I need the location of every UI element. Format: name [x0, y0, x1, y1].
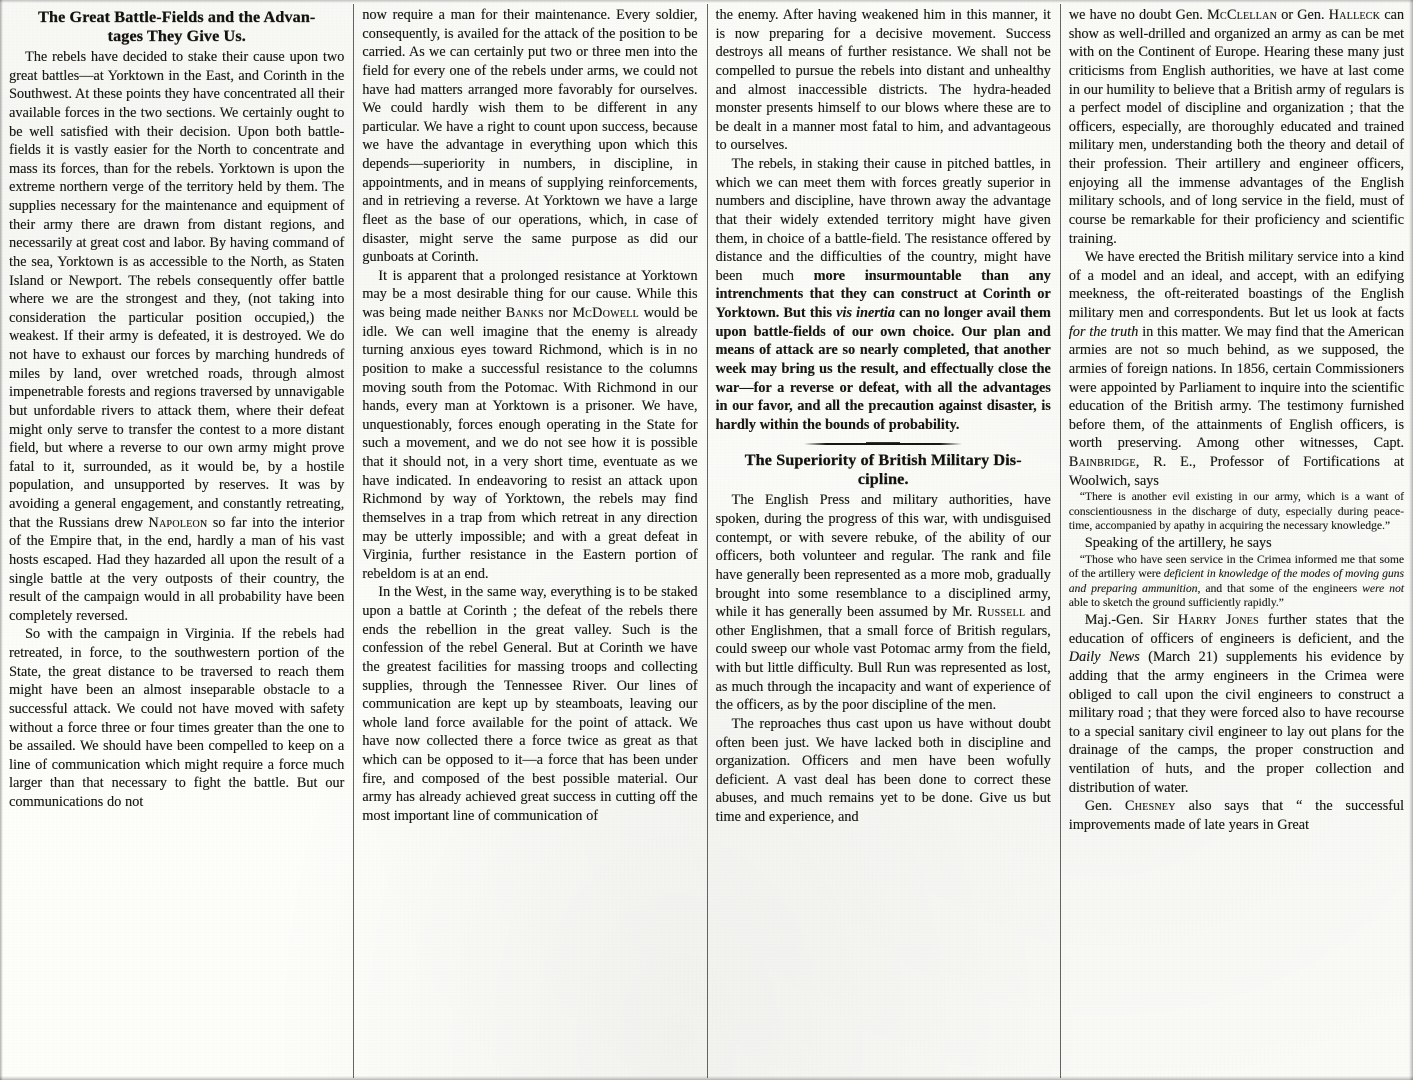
paragraph-text-mid: nor: [543, 305, 573, 321]
smallcaps-name-russell: Russell: [977, 604, 1026, 621]
paragraph-text: Gen.: [1084, 798, 1125, 815]
paragraph-text-bold-tail: can no longer avail them upon battle-fields of our own choice. Our plan and means of attack are so nearly completed, that another week may bring us the result, and effectually close the war—for a reverse or defeat, with all the advantages in our favor, and all the precaution against disaster, is hardly within the bounds of probability.: [715, 305, 1051, 433]
article-headline-battle-fields: [9, 8, 344, 46]
smallcaps-name-bainbridge: Bainbridge: [1068, 454, 1136, 470]
paragraph: [716, 6, 1051, 155]
publication-title-daily-news: Daily News: [1068, 649, 1140, 666]
paragraph-text-tail: also says that “ the successful improvements made of late years in Great: [1068, 798, 1404, 833]
paragraph-text: Maj.-Gen. Sir: [1084, 612, 1178, 629]
block-quotation: [1069, 490, 1404, 534]
newspaper-column-3: [707, 0, 1060, 1080]
headline-line-1: The Superiority of British Military Dis-: [744, 451, 1022, 470]
paragraph-text-tail: can show as well-drilled and organized an army as can be met with on the Continent of Europe. Hearing these many just criticisms from English authorities, we have at last come in our humility to believe that a British army of regulars is a perfect model of discipline and organization ; that the officers, especially, are thoroughly educated and trained military men, understanding both the theory and detail of their profession. Their artillery and engineer officers, enjoying all the immense advantages of the English military schools, and of long service in the field, must of course be remarkable for their proficiency and scientific training.: [1068, 7, 1404, 247]
paragraph: [362, 267, 697, 584]
section-divider-rule: [804, 443, 962, 445]
quotation-emphasis-2: were not: [1362, 581, 1404, 595]
paragraph: [1069, 534, 1404, 553]
newspaper-column-2: [353, 0, 706, 1080]
paragraph-text: It is apparent that a prolonged resistance at Yorktown may be a most desirable thing for our cause. While this was being made neither: [362, 267, 698, 321]
quotation-text-mid: , and that some of the engineers: [1197, 581, 1363, 595]
paragraph-text: The rebels have decided to stake their cause upon two great battles—at Yorktown in the East, and Corinth in the Southwest. At these points they have concentrated all their available forces in the two sections. We certainly ought to be well satisfied with their decision. Upon both battle-fields it is vastly easier for the North to concentrate and mass its forces, than for the rebels. Yorktown is upon the extreme northern verge of the territory held by them. The supplies necessary for the maintenance and equipment of their army there are drawn from distant regions, and necessarily at great cost and labor. By having command of the sea, Yorktown is as accessible to the North, as Staten Island or Newport. The rebels consequently offer battle where we are the strongest and they, (not taking into consideration the particular position occupied,) the weakest. If their army is defeated, it is destroyed. We do not have to exhaust our forces by marching hundreds of miles by land, over wretched roads, through almost impenetrable forests and regions traversed by unnavigable but unfordable rivers to attack them, where their defeat might only serve to transfer the contest to a more distant field, but where a reverse to our own army might prove fatal to it, surrounded, as it would be, by a hostile population, and unsupported by reserves. It was by avoiding a general engagement, and constantly retreating, that the Russians drew: [9, 49, 345, 531]
paragraph: [362, 6, 697, 267]
smallcaps-name-napoleon: Napoleon: [148, 514, 208, 531]
smallcaps-name-harry-jones: Harry Jones: [1177, 612, 1259, 629]
paragraph-text-tail: would be idle. We can well imagine that the enemy is already turning anxious eyes toward Richmond, which is in no position to make a successful resistance to the columns moving south from the Potomac. With Richmond in our hands, every man at Yorktown is a prisoner. We have, unquestionably, forces enough operating in the State for such a movement, and we do not see how it is possible that it should not, in a very short time, eventuate as we have indicated. In endeavoring to resist an attack upon Richmond by way of Yorktown, the rebels may find themselves in a trap from which retreat in any direction may be utterly impossible; and with a great defeat in Virginia, further resistance in the Eastern portion of rebeldom is at an end.: [362, 305, 698, 582]
paragraph-text-tail: (March 21) supplements his evidence by adding that the army engineers in the Crimea were obliged to call upon the civil engineers to construct a military road ; that they were forced also to have recourse to a special sanitary civil engineer to lay out plans for the drainage of the camps, the proper construction and ventilation of huts, and the proper collection and distribution of water.: [1068, 649, 1404, 796]
paragraph-text: We have erected the British military service into a kind of a model and an ideal, and accept, with an edifying meekness, the oft-reiterated boastings of the English military men and correspondents. But let us look at facts: [1068, 249, 1404, 321]
paragraph-text: So with the campaign in Virginia. If the rebels had retreated, in force, to the southwestern portion of the State, the great distance to be traversed to reach them might have been an almost inseparable obstacle to a successful attack. We could not have moved with safety without a force three or four times greater than the one to be assailed. We should have been compelled to keep on a line of communication which might require a force much larger than that necessary to fight the battle. But our communications do not: [9, 626, 345, 810]
paragraph: [1069, 6, 1404, 248]
paragraph: [362, 583, 697, 825]
smallcaps-name-mcdowell: McDowell: [572, 305, 639, 321]
paragraph-text: the enemy. After having weakened him in this manner, it is now preparing for a decisive movement. Success destroys all means of further resistance. We shall not be compelled to pursue the rebels into distant and unhealthy and almost inaccessible districts. The hydra-headed monster presents himself to our blows where these are to be dealt in a manner most fatal to him, and advantageous to ourselves.: [715, 7, 1051, 154]
paragraph: [1069, 248, 1404, 490]
paragraph: [716, 491, 1051, 715]
paragraph: [1069, 611, 1404, 797]
quotation-text: “There is another evil existing in our army, which is a want of conscientiousness in the discharge of duty, especially during peace-time, accompanied by apathy in acquiring the necessary knowledge.”: [1068, 490, 1404, 533]
smallcaps-name-chesney: Chesney: [1124, 798, 1176, 815]
paragraph: [716, 155, 1051, 434]
paragraph-text-mid: in this matter. We may find that the American armies are not so much behind, as we supposed, the armies of foreign nations. In 1856, certain Commissioners were appointed by Parliament to inquire into the scientific education of the British army. The testimony furnished before them, of the attainments of English officers, is worth preserving. Among other witnesses, Capt.: [1068, 323, 1404, 452]
paragraph: [9, 48, 344, 625]
paragraph-text-tail: and other Englishmen, that a small force of British regulars, could sweep our whole vast Potomac army from the field, with but little difficulty. Bull Run was represented as lost, as much through the incapacity and want of experience of the officers, as by the poor discipline of the men.: [715, 604, 1051, 714]
paragraph-text: we have no doubt Gen.: [1068, 7, 1207, 23]
paragraph-text: The rebels, in staking their cause in pitched battles, in which we can meet them with forces greatly superior in numbers and discipline, have thrown away the advantage that their widely extended territory might have given them, in choice of a battle-field. The resistance offered by distance and the difficulties of the country, might have been much: [715, 156, 1051, 284]
smallcaps-name-mcclellan: McClellan: [1207, 7, 1277, 23]
quotation-text-tail: able to sketch the ground sufficiently rapidly.”: [1068, 596, 1284, 610]
headline-line-2: cipline.: [857, 470, 909, 489]
paragraph-text: now require a man for their maintenance. Every soldier, consequently, is availed for the attack of the position to be carried. As we can certainly put two or three men into the field for every one of the rebels under arms, we could not have had matters arranged more favorably for ourselves. We could hardly wish them to be different in any particular. We have a right to count upon success, because we have the advantage in everything upon which this depends—superiority in numbers, in discipline, in appointments, and in means of supplying reinforcements, and in retrieving a reverse. At Yorktown we have a large fleet as the base of our operations, which, in case of disaster, might serve the same purpose as did our gunboats at Corinth.: [362, 7, 698, 266]
newspaper-column-4: [1060, 0, 1413, 1080]
block-quotation: [1069, 553, 1404, 611]
emphasis-text: for the truth: [1068, 323, 1139, 340]
paragraph: [9, 625, 344, 811]
latin-phrase-vis-inertia: vis inertia: [836, 305, 895, 321]
paragraph-text: The English Press and military authorities, have spoken, during the progress of this war, with undisguised contempt, or with severe rebuke, of the ability of our officers, both volunteer and regular. The rank and file have generally been represented as a more mob, gradually brought into some resemblance to a disciplined army, while it has generally been assumed by Mr.: [715, 492, 1051, 621]
smallcaps-name-banks: Banks: [505, 305, 544, 321]
article-headline-british-discipline: [716, 451, 1051, 489]
paragraph-text-tail: so far into the interior of the Empire that, in the end, hardly a man of his vast hosts escaped. Had they hazarded all upon the result of a single battle at the very outposts of their country, the result of the campaign would in all probability have been completely reversed.: [9, 514, 345, 624]
paragraph-text: In the West, in the same way, everything is to be staked upon a battle at Corinth ; the defeat of the rebels there ends the rebellion in the great valley. Such is the confession of the rebel General. But at Corinth we have the greatest facilities for massing troops and collecting supplies, through the Tennessee River. Our lines of communication are kept up by steamboats, leaving our whole land force available for the point of attack. We have now collected there a force twice as great as that which can be opposed to it—a force that has been under fire, and composed of the best possible material. Our army has already achieved great success in cutting off the most important line of communication of: [362, 584, 698, 824]
paragraph-text-bold: more insurmountable than any intrenchments that they can construct at Corinth or Yorktown. But this: [715, 267, 1051, 321]
paragraph-text-mid: further states that the education of officers of engineers is deficient, and the: [1068, 612, 1404, 647]
quotation-text: “Those who have seen service in the Crimea informed me that some of the artillery were: [1068, 552, 1404, 581]
newspaper-column-1: [0, 0, 353, 1080]
paragraph-text-tail: , R. E., Professor of Fortifications at Woolwich, says: [1068, 454, 1404, 489]
smallcaps-name-halleck: Halleck: [1328, 7, 1381, 23]
headline-line-2: tages They Give Us.: [107, 27, 246, 45]
paragraph: [1069, 797, 1404, 834]
quotation-emphasis: deficient in knowledge of the modes of moving guns and preparing ammunition: [1068, 567, 1404, 595]
paragraph-text: The reproaches thus cast upon us have without doubt often been just. We have lacked both in discipline and organization. Officers and men have been wofully deficient. A vast deal has been done to correct these abuses, and much remains yet to be done. Give us but time and experience, and: [715, 715, 1051, 825]
paragraph-text: Speaking of the artillery, he says: [1084, 535, 1272, 552]
paragraph-text-mid: or Gen.: [1276, 7, 1329, 23]
headline-line-1: The Great Battle-Fields and the Advan-: [37, 8, 316, 26]
paragraph: [716, 715, 1051, 827]
